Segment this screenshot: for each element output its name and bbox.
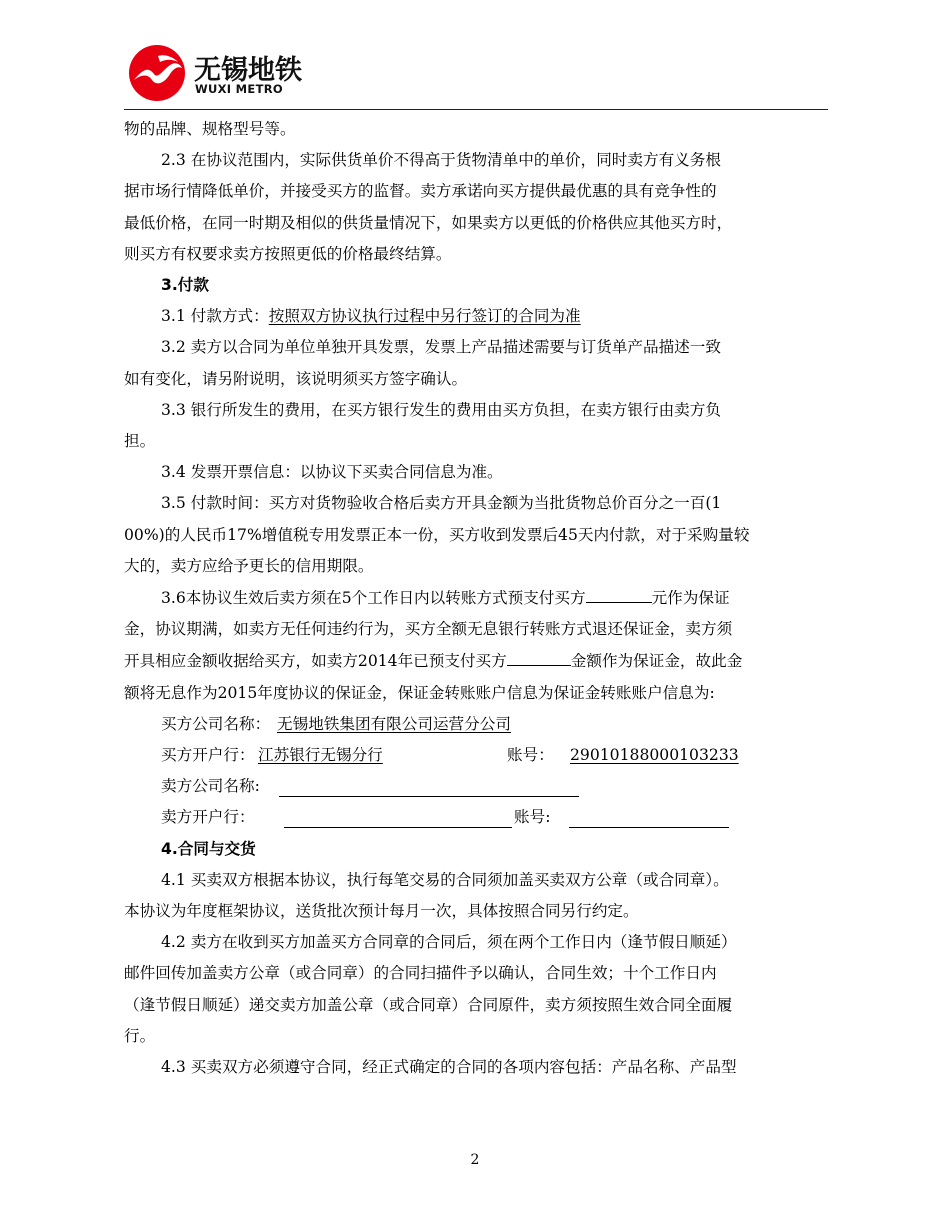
- buyer-bank-value: 江苏银行无锡分行: [258, 746, 383, 765]
- paragraph-line: 大的，卖方应给予更长的信用期限。: [124, 556, 374, 575]
- clause-2-3: 2.3 在协议范围内，实际供货单价不得高于货物清单中的单价，同时卖方有义务根: [161, 151, 721, 170]
- paragraph-line: 则买方有权要求卖方按照更低的价格最终结算。: [124, 244, 452, 263]
- paragraph-line: 物的品牌、规格型号等。: [124, 120, 296, 138]
- paragraph-line: [124, 645, 828, 677]
- paragraph-line: 最低价格，在同一时期及相似的供货量情况下，如果卖方以更低的价格供应其他买方时，: [124, 213, 733, 232]
- paragraph-line: 本协议为年度框架协议，送货批次预计每月一次，具体按照合同另行约定。: [124, 902, 639, 921]
- buyer-name-label: 买方公司名称：: [161, 714, 271, 733]
- clause-3-1: [124, 301, 828, 332]
- seller-account-label: 账号:: [514, 808, 551, 827]
- clause-3-3: 3.3 银行所发生的费用，在买方银行发生的费用由买方负担，在卖方银行由卖方负: [161, 400, 721, 419]
- seller-name-blank: [279, 776, 579, 797]
- buyer-name-value: 无锡地铁集团有限公司运营分公司: [277, 714, 511, 733]
- clause-4-1: 4.1 买卖双方根据本协议，执行每笔交易的合同须加盖买卖双方公章（或合同章）。: [161, 870, 729, 889]
- buyer-bank-label: 买方开户行：: [161, 746, 255, 765]
- paragraph-line: 额将无息作为2015年度协议的保证金，保证金转账账户信息为保证金转账账户信息为:: [124, 683, 715, 702]
- logo-chinese-text: 无锡地铁: [194, 55, 302, 86]
- header-divider: [124, 109, 828, 110]
- seller-account-blank: [569, 807, 729, 828]
- seller-bank-row: [124, 802, 828, 833]
- paragraph-line: 如有变化，请另附说明，该说明须买方签字确认。: [124, 369, 468, 388]
- clause-3-6-text: 3.6本协议生效后卖方须在5个工作日内以转账方式预支付买方: [161, 589, 586, 608]
- payment-method-value: 按照双方协议执行过程中另行签订的合同为准: [268, 307, 581, 326]
- clause-3-4: 3.4 发票开票信息：以协议下买卖合同信息为准。: [161, 463, 503, 482]
- buyer-account-value: 29010188000103233: [570, 746, 739, 765]
- document-body: [124, 114, 828, 1083]
- section-heading-payment: 3.付款: [161, 276, 209, 295]
- clause-3-5: 3.5 付款时间：买方对货物验收合格后卖方开具金额为当批货物总价百分之一百(1: [161, 494, 722, 513]
- seller-bank-label: 卖方开户行：: [161, 808, 255, 827]
- clause-4-2: 4.2 卖方在收到买方加盖买方合同章的合同后，须在两个工作日内（逢节假日顺延）: [161, 933, 737, 952]
- clause-3-6-text-end: 元作为保证: [651, 589, 730, 608]
- seller-bank-blank: [284, 807, 512, 828]
- prepaid-amount-blank: [507, 645, 571, 666]
- paragraph-line: 金，协议期满，如卖方无任何违约行为，买方全额无息银行转账方式退还保证金，卖方须: [124, 620, 733, 639]
- logo-english-text: WUXI METRO: [195, 82, 283, 96]
- buyer-name-row: [124, 709, 828, 740]
- clause-3-1-label: 3.1 付款方式：: [161, 307, 269, 326]
- seller-name-row: [124, 771, 828, 802]
- clause-4-3: 4.3 买卖双方必须遵守合同，经正式确定的合同的各项内容包括：产品名称、产品型: [161, 1058, 737, 1077]
- paragraph-text-end: 金额作为保证金，故此金: [570, 652, 743, 671]
- paragraph-line: 担。: [124, 432, 156, 451]
- deposit-amount-blank: [586, 582, 652, 603]
- seller-name-label: 卖方公司名称:: [161, 777, 260, 796]
- clause-3-6: [124, 582, 828, 614]
- buyer-account-label: 账号：: [507, 746, 554, 765]
- buyer-bank-row: [124, 740, 828, 771]
- paragraph-line: （逢节假日顺延）递交卖方加盖公章（或合同章）合同原件，卖方须按照生效合同全面履: [124, 995, 733, 1014]
- page-number: 2: [470, 1152, 480, 1168]
- paragraph-line: 行。: [124, 1026, 156, 1045]
- paragraph-text: 开具相应金额收据给买方，如卖方2014年已预支付买方: [124, 652, 507, 671]
- page-header: [124, 44, 828, 110]
- paragraph-line: 00%)的人民币17%增值税专用发票正本一份，买方收到发票后45天内付款，对于采购量较: [124, 525, 750, 544]
- clause-3-2: 3.2 卖方以合同为单位单独开具发票，发票上产品描述需要与订货单产品描述一致: [161, 338, 721, 357]
- paragraph-line: 邮件回传加盖卖方公章（或合同章）的合同扫描件予以确认，合同生效；十个工作日内: [124, 964, 717, 983]
- wuxi-metro-logo-icon: [128, 44, 186, 102]
- section-heading-contract: 4.合同与交货: [161, 839, 256, 858]
- paragraph-line: 据市场行情降低单价，并接受买方的监督。卖方承诺向买方提供最优惠的具有竞争性的: [124, 182, 717, 201]
